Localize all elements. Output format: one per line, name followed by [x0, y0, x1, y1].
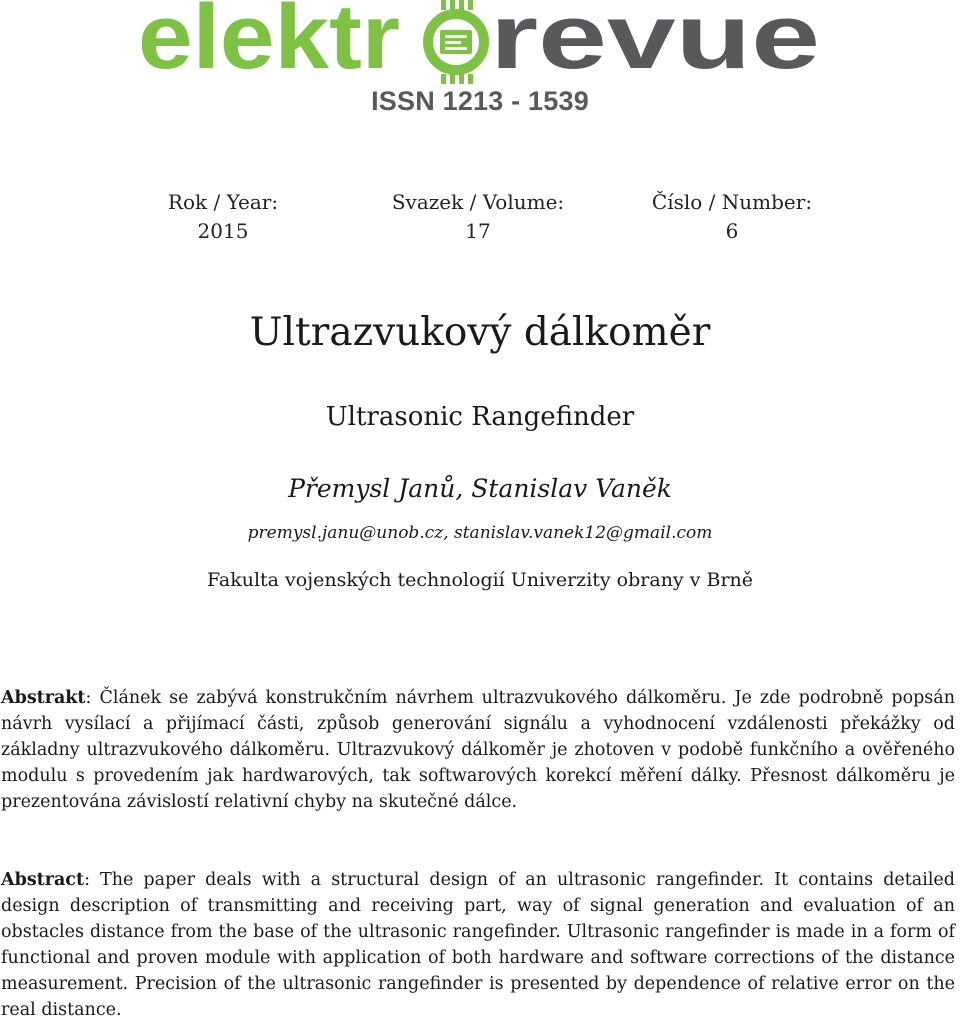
logo-text-left: elektr: [138, 0, 400, 86]
article-title: Ultrazvukový dálkoměr: [249, 310, 711, 355]
year-value: 2015: [197, 219, 249, 243]
elektrorevue-logo: [138, 0, 820, 86]
article-authors: Přemysl Janů, Stanislav Vaněk: [288, 474, 672, 503]
abstract-en-heading: Abstract: [1, 870, 85, 890]
issn: ISSN 1213 - 1539: [371, 86, 589, 116]
abstract-en-text: The paper deals with a structural design of an ultrasonic rangefinder. It contains detailed design description of transmitting and receiving part, way of signal generation and evaluation of an obstacles distance from the base of the ultrasonic rangefinder. Ultrasonic rangefinder is made in a form of functional and proven module with application of both hardware and software corrections of the distance measurement. Precision of the ultrasonic rangefinder is presented by dependence of relative error on the real distance.: [1, 870, 955, 1020]
volume-value: 17: [465, 219, 491, 243]
volume-label: Svazek / Volume:: [391, 190, 565, 214]
meta-number: [632, 188, 832, 246]
abstract-cz-heading: Abstrakt: [1, 688, 86, 708]
meta-volume: [368, 188, 588, 246]
number-value: 6: [725, 219, 739, 243]
affiliation: Fakulta vojenských technologií Univerzity obrany v Brně: [206, 569, 754, 591]
logo-chip-o-icon: [428, 0, 484, 84]
article-subtitle: Ultrasonic Rangefinder: [325, 402, 635, 432]
meta-year: [143, 188, 303, 246]
author-emails: premysl.janu@unob.cz, stanislav.vanek12@gmail.com: [247, 523, 713, 543]
abstract-cz: Abstrakt: Článek se zabývá konstrukčním návrhem ultrazvukového dálkoměru. Je zde podrobně popsán návrh vysílací a přijímací části, způsob generování signálu a vyhodnocení vzdálenosti překážky od základny ultrazvukového dálkoměru. Ultrazvukový dálkoměr je zhotoven v podobě funkčního a ověřeného modulu s provedením jak hardwarových, tak softwarových korekcí měření dálky. Přesnost dálkoměru je prezentována závislostí relativní chyby na skutečné dálce.: [1, 688, 955, 812]
year-label: Rok / Year:: [167, 190, 279, 214]
number-label: Číslo / Number:: [651, 190, 813, 214]
abstract-en: Abstract: The paper deals with a structural design of an ultrasonic rangefinder. It contains detailed design description of transmitting and receiving part, way of signal generation and evaluation of an obstacles distance from the base of the ultrasonic rangefinder. Ultrasonic rangefinder is made in a form of functional and proven module with application of both hardware and software corrections of the distance measurement. Precision of the ultrasonic rangefinder is presented by dependence of relative error on the real distance.: [1, 870, 955, 1020]
logo-text-right: revue: [490, 0, 820, 86]
abstract-cz-text: Článek se zabývá konstrukčním návrhem ultrazvukového dálkoměru. Je zde podrobně popsán návrh vysílací a přijímací části, způsob generování signálu a vyhodnocení vzdálenosti překážky od základny ultrazvukového dálkoměru. Ultrazvukový dálkoměr je zhotoven v podobě funkčního a ověřeného modulu s provedením jak hardwarových, tak softwarových korekcí měření dálky. Přesnost dálkoměru je prezentována závislostí relativní chyby na skutečné dálce.: [1, 688, 955, 812]
